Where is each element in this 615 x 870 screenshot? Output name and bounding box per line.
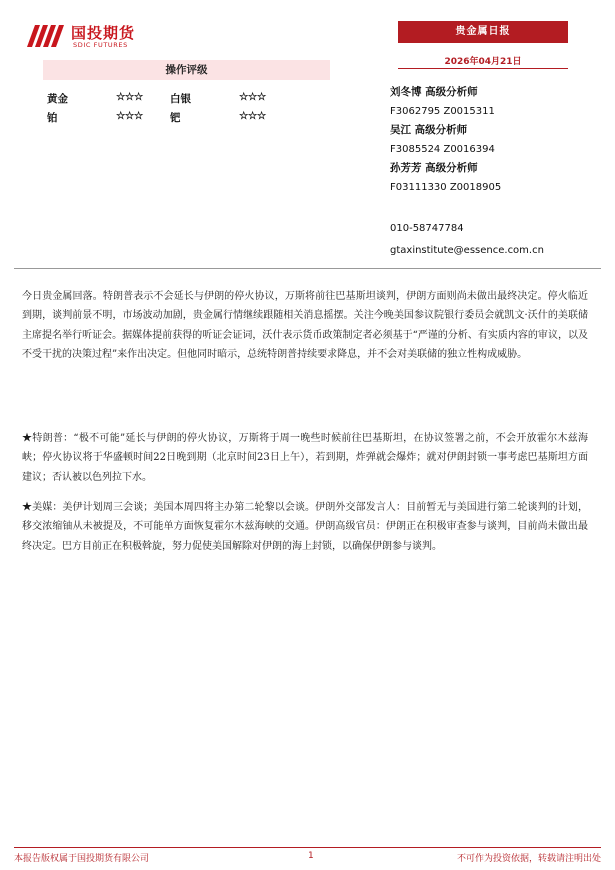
news-paragraph-media: ★美媒：美伊计划周三会谈；美国本周四将主办第二轮黎以会谈。伊朗外交部发言人：目前暂无与美国进行第二轮谈判的计划，移交浓缩铀从未被提及，不可能单方面恢复霍尔木兹海峡的交通。伊朗高级官员：伊朗正在积极审查参与谈判，目前尚未做出最终决定。巴方目前正在积极斡旋，努力促使美国解除对伊朗的海上封锁，以确保伊朗参与谈判。 <box>22 502 588 552</box>
header-divider <box>14 268 601 269</box>
contact-email[interactable]: gtaxinstitute@essence.com.cn <box>390 245 544 256</box>
metal-label: 白银 <box>170 93 191 105</box>
footer-divider <box>14 847 601 848</box>
logo-name: 国投期货 <box>71 24 136 42</box>
analyst-name: 孙芳芳 高级分析师 <box>390 162 478 174</box>
rating-header: 操作评级 <box>43 60 330 80</box>
rating-row <box>43 91 330 109</box>
logo-mark-icon <box>27 25 65 47</box>
news-paragraph-trump: ★特朗普：“极不可能”延长与伊朗的停火协议，万斯将于周一晚些时候前往巴基斯坦，在协议签署之前，不会开放霍尔木兹海峡；停火协议将于华盛顿时间22日晚到期（北京时间23日上午），若到期，炸弹就会爆炸；就对伊朗封锁一事考虑巴基斯坦方面建议；否认被以色列拉下水。 <box>22 433 588 483</box>
page-number: 1 <box>308 851 314 861</box>
analyst-list <box>390 83 600 197</box>
rating-stars: ☆☆☆ <box>116 91 143 103</box>
report-title: 贵金属日报 <box>398 21 568 43</box>
footer-disclaimer: 不可作为投资依据，转载请注明出处 <box>456 854 601 864</box>
logo-subtitle: SDIC FUTURES <box>73 41 128 49</box>
footer-copyright: 本报告版权属于国投期货有限公司 <box>14 854 150 864</box>
rating-stars: ☆☆☆ <box>116 110 143 122</box>
metal-label: 铂 <box>47 112 58 124</box>
analyst-name: 刘冬博 高级分析师 <box>390 86 478 98</box>
analyst-license: F3062795 Z0015311 <box>390 106 495 117</box>
date-divider <box>398 68 568 69</box>
company-logo <box>27 22 167 52</box>
analyst-license: F3085524 Z0016394 <box>390 144 495 155</box>
rating-row <box>43 110 330 128</box>
analyst-license: F03111330 Z0018905 <box>390 182 502 193</box>
summary-paragraph: 今日贵金属回落。特朗普表示不会延长与伊朗的停火协议，万斯将前往巴基斯坦谈判，伊朗方面则尚未做出最终决定。停火临近到期，谈判前景不明，市场波动加剧，贵金属行情继续跟随相关消息摇摆。关注今晚美国参议院银行委员会就凯文·沃什的美联储主席提名举行听证会。据媒体提前获得的听证会证词，沃什表示货币政策制定者必须基于“严谨的分析、有实质内容的审议，以及不受干扰的决策过程”来作出决定。但他同时暗示，总统特朗普持续要求降息，并不会对美联储的独立性构成威胁。 <box>22 291 588 360</box>
metal-label: 钯 <box>170 112 181 124</box>
analyst-name: 吴江 高级分析师 <box>390 124 468 136</box>
rating-stars: ☆☆☆ <box>239 110 266 122</box>
rating-stars: ☆☆☆ <box>239 91 266 103</box>
report-date: 2026年04月21日 <box>444 57 522 67</box>
metal-label: 黄金 <box>47 93 68 105</box>
contact-phone: 010-58747784 <box>390 223 464 234</box>
